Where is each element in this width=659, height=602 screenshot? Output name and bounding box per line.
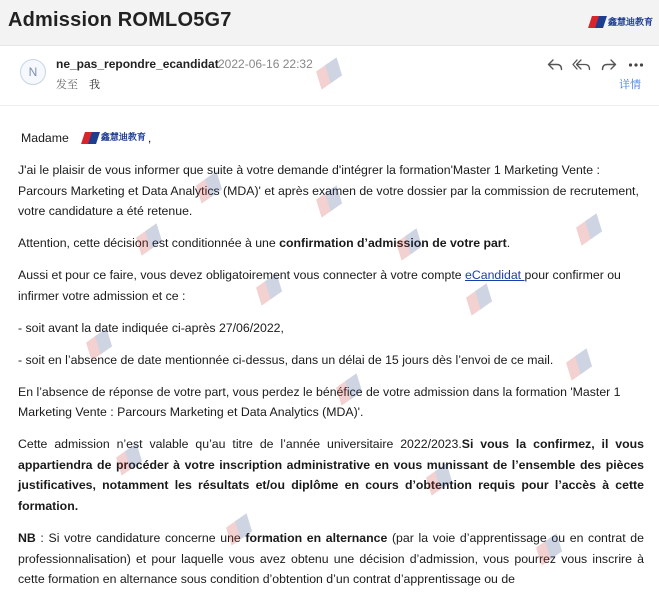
paragraph-5: - soit en l’absence de date mentionnée ci-dessus, dans un délai de 15 jours dès l’envoi de ce mail. [18, 352, 554, 367]
message-actions [544, 56, 646, 74]
to-label: 发至 [56, 78, 78, 91]
brand-logo [590, 15, 653, 28]
greeting-comma: , [147, 131, 152, 145]
to-recipient[interactable]: 我 [89, 78, 100, 91]
p2-bold: confirmation d’admission de votre part [279, 236, 507, 251]
reply-icon[interactable] [544, 56, 565, 74]
greeting-logo-icon [83, 132, 99, 144]
p3-text: Aussi et pour ce faire, vous devez obligatoirement vous connecter à votre compte [18, 268, 466, 283]
p8-text-2: (par la voie d’apprentissage ou en contrat de professionnalisation) et pour laquelle vous avez obtenu une décision d’admission, vous pourrez vous inscrire à cette formation en alternance sous condition d’obtention d’un contrat d’apprentissage ou de [18, 531, 644, 587]
paragraph-1: J'ai le plaisir de vous informer que suite à votre demande d'intégrer la formation'Master 1 Marketing Vente : Parcours Marketing et Data Analytics (MDA)' et après examen de votre dossier par la commission de recrutement, votre candidature a été retenue. [18, 162, 639, 219]
brand-logo-icon [590, 16, 606, 28]
message-header [0, 46, 659, 106]
message-date: 2022-06-16 22:32 [218, 57, 313, 71]
p3-end: pour confirmer ou infirmer votre admission et ce : [18, 268, 621, 303]
reply-all-icon[interactable] [571, 56, 592, 74]
details-link[interactable]: 详情 [619, 78, 641, 91]
more-icon[interactable] [625, 56, 646, 74]
avatar[interactable]: N [20, 59, 46, 85]
p8-nb: NB [18, 531, 36, 546]
greeting: Madame [21, 131, 69, 145]
forward-icon[interactable] [598, 56, 619, 74]
subject-bar [0, 0, 659, 46]
paragraph-3 [18, 265, 644, 306]
email-subject: Admission ROMLO5G7 [8, 9, 232, 31]
p2-text: Attention, cette décision est conditionnée à une [18, 236, 280, 251]
email-body [18, 128, 644, 601]
paragraph-6: En l’absence de réponse de votre part, vous perdez le bénéfice de votre admission dans la formation 'Master 1 Marketing Vente : Parcours Marketing et Data Analytics (MDA)'. [18, 384, 621, 420]
greeting-logo-text: 鑫慧迪教育 [100, 133, 146, 143]
p7-bold: Si vous la confirmez, il vous appartiendra de procéder à votre inscription administrative en vous munissant de l’ensemble des pièces justificatives, notamment les résultats et/ou diplôme en cours d’obtention requis pour l’accès à cette formation. [18, 437, 644, 514]
brand-logo-text: 鑫慧迪教育 [607, 18, 653, 28]
greeting-line [18, 128, 644, 149]
p2-end: . [506, 236, 511, 251]
p7-text: Cette admission n’est valable qu’au titre de l’année universitaire 2022/2023. [18, 437, 462, 452]
paragraph-8 [18, 528, 644, 590]
p8-bold: formation en alternance [245, 531, 388, 546]
ecandidat-link[interactable]: eCandidat [465, 268, 525, 283]
paragraph-4: - soit avant la date indiquée ci-après 27/06/2022, [18, 320, 284, 335]
sender-name[interactable]: ne_pas_repondre_ecandidat [56, 57, 219, 71]
p8-text-1: : Si votre candidature concerne une [35, 531, 246, 546]
greeting-logo [83, 128, 146, 149]
paragraph-7 [18, 434, 644, 516]
paragraph-2 [18, 233, 644, 254]
